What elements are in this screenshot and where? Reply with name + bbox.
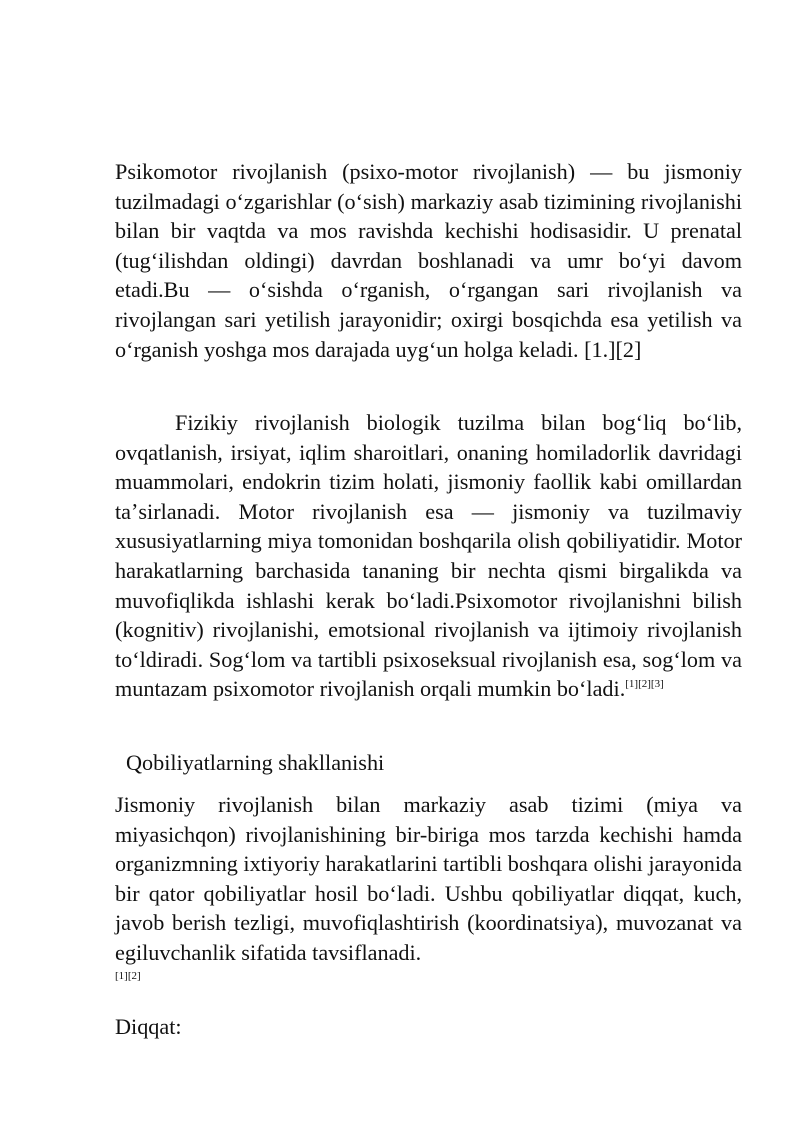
paragraph-abilities (115, 790, 742, 984)
citation-superscript: [1][2] (115, 969, 141, 982)
paragraph-psychomotor-definition (115, 157, 742, 364)
paragraph-3-text: Jismoniy rivojlanish bilan markaziy asab tizimi (miya va miyasichqon) rivojlanishining bir-biriga mos tarzda kechishi hamda organizmning ixtiyoriy harakatlarini tartibli boshqara olishi jarayonida bir qator qobiliyatlar hosil boʻladi. Ushbu qobiliyatlar diqqat, kuch, javob berish tezligi, muvofiqlashtirish (koordinatsiya), muvozanat va egiluvchanlik sifatida tavsiflanadi. (115, 792, 742, 965)
paragraph-1-text: Psikomotor rivojlanish (psixo-motor rivojlanish) — bu jismoniy tuzilmadagi oʻzgarishlar (oʻsish) markaziy asab tizimining rivojlanishi bilan bir vaqtda va mos ravishda kechishi hodisasidir. U prenatal (tugʻilishdan oldingi) davrdan boshlanadi va umr boʻyi davom etadi.Bu — oʻsishda oʻrganish, oʻrgangan sari rivojlanish va rivojlangan sari yetilish jarayonidir; oxirgi bosqichda esa yetilish va oʻrganish yoshga mos darajada uygʻun holga keladi. [1.][2] (115, 159, 742, 362)
paragraph-2-text: Fizikiy rivojlanish biologik tuzilma bilan bogʻliq boʻlib, ovqatlanish, irsiyat, iqlim sharoitlari, onaning homiladorlik davridagi muammolari, endokrin tizim holati, jismoniy faollik kabi omillardan taʼsirlanadi. Motor rivojlanish esa — jismoniy va tuzilmaviy xususiyatlarning miya tomonidan boshqarila olish qobiliyatidir. Motor harakatlarning barchasida tananing bir nechta qismi birgalikda va muvofiqlikda ishlashi kerak boʻladi.Psixomotor rivojlanishni bilish (kognitiv) rivojlanishi, emotsional rivojlanish va ijtimoiy rivojlanish toʻldiradi. Sogʻlom va tartibli psixoseksual rivojlanish esa, sogʻlom va muntazam psixomotor rivojlanish orqali mumkin boʻladi. (115, 410, 742, 702)
paragraph-attention-label: Diqqat: (115, 1014, 182, 1039)
paragraph-physical-development (115, 408, 742, 704)
section-heading: Qobiliyatlarning shakllanishi (126, 750, 385, 775)
citation-superscript: [1][2][3] (625, 678, 664, 691)
